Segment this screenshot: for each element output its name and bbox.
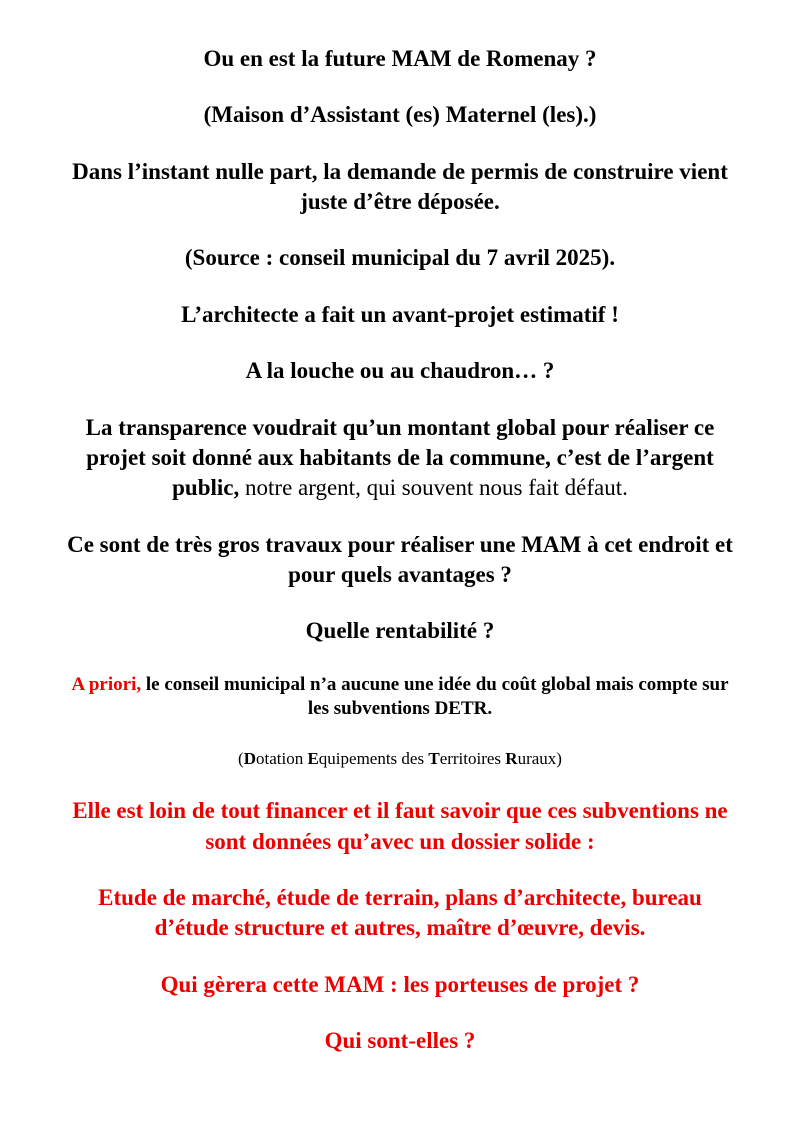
detr-initial-e: E — [307, 749, 319, 769]
paragraph-rentability: Quelle rentabilité ? — [305, 618, 495, 644]
transparency-bold-text: La transparence voudrait qu’un montant global pour réaliser ce projet soit donné aux habitants de la commune, c’est de l’argent public, — [85, 414, 715, 501]
detr-initial-d: D — [243, 749, 256, 769]
paragraph-mam-expansion: (Maison d’Assistant (es) Maternel (les).) — [203, 102, 597, 128]
paragraph-apriori — [66, 673, 734, 722]
detr-initial-t: T — [428, 749, 440, 769]
transparency-regular-text: notre argent, qui souvent nous fait défaut. — [239, 475, 628, 501]
paragraph-dossier-items: Etude de marché, étude de terrain, plans d’architecte, bureau d’étude structure et autres, maître d’œuvre, devis. — [98, 884, 702, 941]
detr-text-2: quipements des — [318, 749, 429, 769]
paragraph-louche: A la louche ou au chaudron… ? — [245, 358, 555, 384]
apriori-red-text: A priori, — [71, 673, 142, 695]
paragraph-status: Dans l’instant nulle part, la demande de permis de construire vient juste d’être déposée. — [72, 158, 728, 215]
detr-initial-r: R — [505, 749, 518, 769]
paragraph-transparency — [66, 413, 734, 504]
paragraph-title-question: Ou en est la future MAM de Romenay ? — [203, 46, 597, 71]
detr-text-4: uraux) — [517, 749, 562, 769]
paragraph-who-are-they: Qui sont-elles ? — [324, 1027, 476, 1053]
detr-text-1: otation — [255, 749, 308, 769]
paragraph-architect: L’architecte a fait un avant-projet estimatif ! — [181, 301, 619, 327]
detr-prefix: ( — [238, 749, 244, 769]
apriori-black-text: le conseil municipal n’a aucune une idée du coût global mais compte sur les subventions DETR. — [141, 673, 729, 720]
paragraph-detr-expansion — [66, 748, 734, 770]
paragraph-subventions-warning: Elle est loin de tout financer et il faut savoir que ces subventions ne sont données qu’avec un dossier solide : — [72, 798, 728, 854]
paragraph-source: (Source : conseil municipal du 7 avril 2025). — [184, 245, 616, 271]
paragraph-who-manages: Qui gèrera cette MAM : les porteuses de projet ? — [160, 971, 640, 997]
detr-text-3: erritoires — [439, 749, 506, 769]
paragraph-big-works: Ce sont de très gros travaux pour réaliser une MAM à cet endroit et pour quels avantages ? — [67, 531, 733, 587]
